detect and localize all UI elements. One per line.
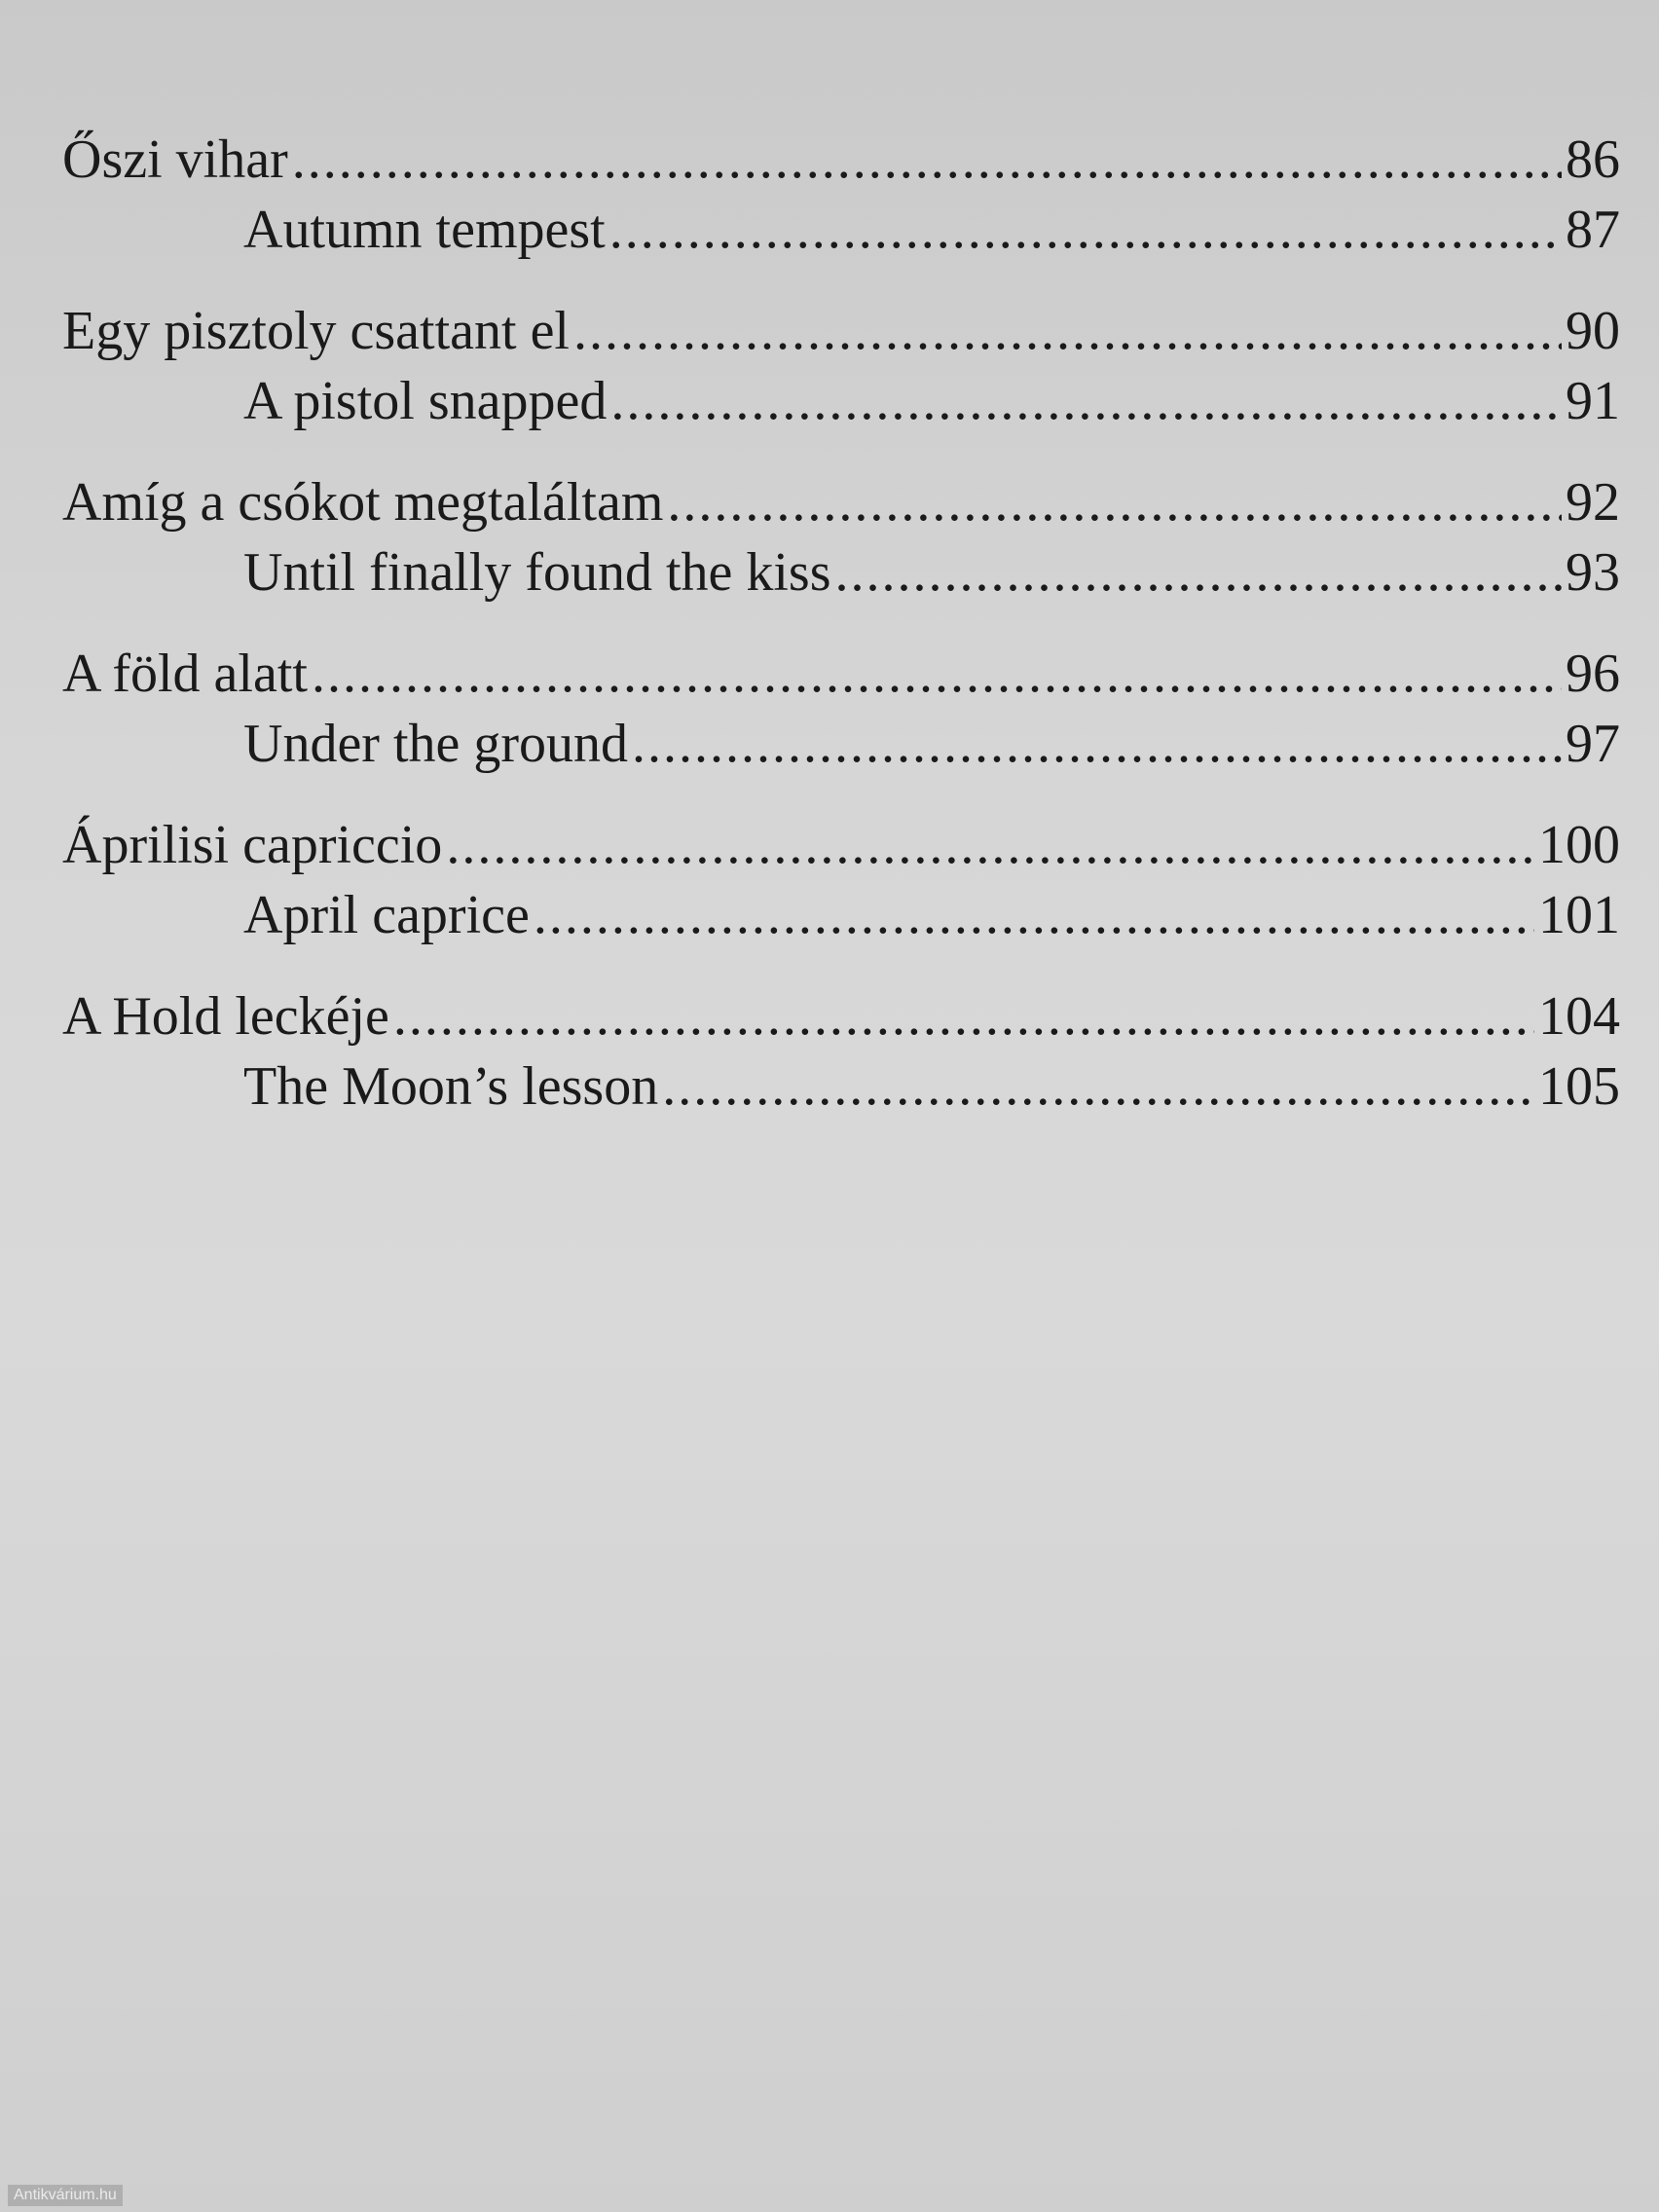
- toc-page-number: 105: [1538, 1056, 1620, 1117]
- toc-page-number: 97: [1566, 714, 1620, 774]
- toc-page-number: 91: [1566, 371, 1620, 431]
- toc-line-original: [62, 810, 1620, 880]
- toc-page-number: 100: [1538, 815, 1620, 875]
- toc-page-number: 92: [1566, 472, 1620, 533]
- toc-page-number: 93: [1566, 542, 1620, 603]
- toc-entry: [62, 981, 1620, 1122]
- dot-leader: [610, 366, 1562, 436]
- toc-line-translation: [62, 1051, 1620, 1122]
- toc-translation-title: The Moon’s lesson: [243, 1056, 659, 1117]
- toc-translation-title: April caprice: [243, 885, 530, 945]
- toc-line-original: [62, 639, 1620, 709]
- dot-leader: [292, 125, 1562, 195]
- toc-translation-title: Under the ground: [243, 714, 629, 774]
- toc-entry: [62, 639, 1620, 779]
- toc-entry: [62, 467, 1620, 608]
- toc-line-translation: [62, 537, 1620, 608]
- table-of-contents: [62, 125, 1620, 1153]
- dot-leader: [534, 880, 1534, 950]
- dot-leader: [662, 1051, 1534, 1122]
- toc-page-number: 101: [1538, 885, 1620, 945]
- toc-page-number: 86: [1566, 129, 1620, 190]
- toc-line-original: [62, 125, 1620, 195]
- toc-translation-title: Autumn tempest: [243, 200, 606, 260]
- toc-title: A Hold leckéje: [62, 986, 389, 1047]
- watermark-logo: Antikvárium.hu: [8, 2185, 123, 2206]
- toc-entry: [62, 296, 1620, 436]
- dot-leader: [667, 467, 1562, 537]
- toc-line-translation: [62, 880, 1620, 950]
- toc-title: Amíg a csókot megtaláltam: [62, 472, 664, 533]
- toc-page-number: 87: [1566, 200, 1620, 260]
- toc-line-original: [62, 981, 1620, 1051]
- toc-line-translation: [62, 195, 1620, 265]
- dot-leader: [573, 296, 1562, 366]
- toc-translation-title: Until finally found the kiss: [243, 542, 831, 603]
- toc-line-translation: [62, 709, 1620, 779]
- toc-page-number: 96: [1566, 644, 1620, 704]
- toc-title: Áprilisi capriccio: [62, 815, 443, 875]
- toc-translation-title: A pistol snapped: [243, 371, 608, 431]
- toc-title: A föld alatt: [62, 644, 308, 704]
- toc-line-translation: [62, 366, 1620, 436]
- dot-leader: [393, 981, 1534, 1051]
- toc-page-number: 90: [1566, 301, 1620, 361]
- dot-leader: [312, 639, 1562, 709]
- toc-line-original: [62, 467, 1620, 537]
- dot-leader: [609, 195, 1562, 265]
- dot-leader: [446, 810, 1534, 880]
- toc-title: Őszi vihar: [62, 129, 288, 190]
- dot-leader: [632, 709, 1562, 779]
- toc-entry: [62, 810, 1620, 950]
- dot-leader: [835, 537, 1562, 608]
- toc-entry: [62, 125, 1620, 265]
- toc-title: Egy pisztoly csattant el: [62, 301, 570, 361]
- toc-line-original: [62, 296, 1620, 366]
- toc-page-number: 104: [1538, 986, 1620, 1047]
